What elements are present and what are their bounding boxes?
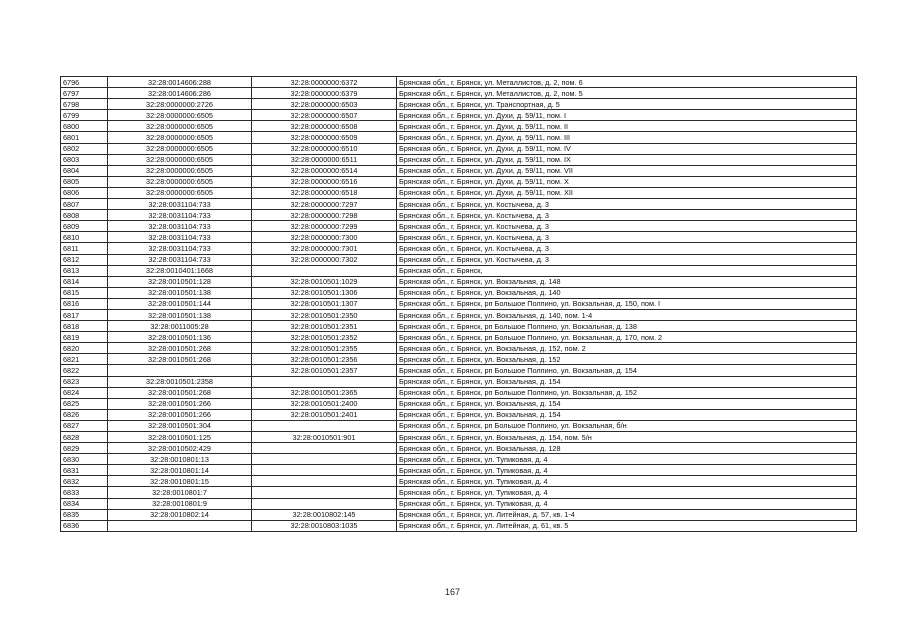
- address-cell: Брянская обл., г. Брянск, ул. Вокзальная, д. 152: [397, 354, 857, 365]
- address-cell: Брянская обл., г. Брянск, ул. Костычева, д. 3: [397, 243, 857, 254]
- cadastral-number-cell: 32:28:0000000:6505: [108, 132, 252, 143]
- row-number-cell: 6835: [61, 509, 108, 520]
- address-cell: Брянская обл., г. Брянск, ул. Костычева, д. 3: [397, 199, 857, 210]
- row-number-cell: 6820: [61, 343, 108, 354]
- row-number-cell: 6804: [61, 165, 108, 176]
- parent-cadastral-number-cell: 32:28:0010802:145: [252, 509, 397, 520]
- registry-table-body: [61, 77, 857, 532]
- row-number-cell: 6797: [61, 88, 108, 99]
- address-cell: Брянская обл., г. Брянск, ул. Вокзальная, д. 154: [397, 376, 857, 387]
- parent-cadastral-number-cell: 32:28:0000000:6516: [252, 176, 397, 187]
- table-row: [61, 232, 857, 243]
- row-number-cell: 6809: [61, 221, 108, 232]
- address-cell: Брянская обл., г. Брянск, ул. Вокзальная, д. 154: [397, 398, 857, 409]
- parent-cadastral-number-cell: 32:28:0010501:2365: [252, 387, 397, 398]
- cadastral-number-cell: 32:28:0010501:266: [108, 398, 252, 409]
- address-cell: Брянская обл., г. Брянск, ул. Литейная, д. 57, кв. 1-4: [397, 509, 857, 520]
- table-row: [61, 143, 857, 154]
- row-number-cell: 6815: [61, 287, 108, 298]
- address-cell: Брянская обл., г. Брянск, рп Большое Полпино, ул. Вокзальная, д. 138: [397, 321, 857, 332]
- parent-cadastral-number-cell: [252, 376, 397, 387]
- row-number-cell: 6827: [61, 420, 108, 431]
- cadastral-number-cell: 32:28:0010501:2358: [108, 376, 252, 387]
- parent-cadastral-number-cell: 32:28:0010501:2401: [252, 409, 397, 420]
- row-number-cell: 6811: [61, 243, 108, 254]
- cadastral-number-cell: 32:28:0010501:268: [108, 387, 252, 398]
- cadastral-number-cell: 32:28:0010401:1668: [108, 265, 252, 276]
- row-number-cell: 6798: [61, 99, 108, 110]
- row-number-cell: 6826: [61, 409, 108, 420]
- address-cell: Брянская обл., г. Брянск, ул. Тупиковая, д. 4: [397, 498, 857, 509]
- row-number-cell: 6799: [61, 110, 108, 121]
- cadastral-number-cell: 32:28:0010501:125: [108, 432, 252, 443]
- cadastral-number-cell: 32:28:0010501:144: [108, 298, 252, 309]
- table-row: [61, 221, 857, 232]
- parent-cadastral-number-cell: 32:28:0010501:2356: [252, 354, 397, 365]
- cadastral-number-cell: 32:28:0014606:286: [108, 88, 252, 99]
- parent-cadastral-number-cell: 32:28:0000000:6511: [252, 154, 397, 165]
- table-row: [61, 509, 857, 520]
- address-cell: Брянская обл., г. Брянск, ул. Вокзальная, д. 154: [397, 409, 857, 420]
- registry-table: [60, 76, 857, 532]
- parent-cadastral-number-cell: 32:28:0010803:1035: [252, 520, 397, 531]
- address-cell: Брянская обл., г. Брянск, ул. Духи, д. 59/11, пом. X: [397, 176, 857, 187]
- parent-cadastral-number-cell: 32:28:0010501:1306: [252, 287, 397, 298]
- parent-cadastral-number-cell: 32:28:0010501:2400: [252, 398, 397, 409]
- address-cell: Брянская обл., г. Брянск, ул. Литейная, д. 61, кв. 5: [397, 520, 857, 531]
- row-number-cell: 6821: [61, 354, 108, 365]
- address-cell: Брянская обл., г. Брянск, рп Большое Полпино, ул. Вокзальная, б/н: [397, 420, 857, 431]
- table-row: [61, 487, 857, 498]
- cadastral-number-cell: 32:28:0010501:304: [108, 420, 252, 431]
- parent-cadastral-number-cell: 32:28:0000000:6508: [252, 121, 397, 132]
- table-row: [61, 309, 857, 320]
- address-cell: Брянская обл., г. Брянск, ул. Костычева, д. 3: [397, 254, 857, 265]
- address-cell: Брянская обл., г. Брянск, ул. Костычева, д. 3: [397, 210, 857, 221]
- parent-cadastral-number-cell: 32:28:0000000:7299: [252, 221, 397, 232]
- row-number-cell: 6830: [61, 454, 108, 465]
- cadastral-number-cell: 32:28:0010501:266: [108, 409, 252, 420]
- cadastral-number-cell: 32:28:0031104:733: [108, 254, 252, 265]
- table-row: [61, 199, 857, 210]
- address-cell: Брянская обл., г. Брянск, рп Большое Полпино, ул. Вокзальная, д. 152: [397, 387, 857, 398]
- cadastral-number-cell: [108, 365, 252, 376]
- table-row: [61, 121, 857, 132]
- address-cell: Брянская обл., г. Брянск, ул. Духи, д. 59/11, пом. I: [397, 110, 857, 121]
- cadastral-number-cell: 32:28:0031104:733: [108, 199, 252, 210]
- row-number-cell: 6817: [61, 309, 108, 320]
- row-number-cell: 6806: [61, 187, 108, 198]
- table-row: [61, 443, 857, 454]
- parent-cadastral-number-cell: 32:28:0000000:6514: [252, 165, 397, 176]
- table-row: [61, 132, 857, 143]
- table-row: [61, 77, 857, 88]
- row-number-cell: 6831: [61, 465, 108, 476]
- row-number-cell: 6834: [61, 498, 108, 509]
- cadastral-number-cell: 32:28:0010502:429: [108, 443, 252, 454]
- cadastral-number-cell: 32:28:0000000:6505: [108, 110, 252, 121]
- row-number-cell: 6810: [61, 232, 108, 243]
- address-cell: Брянская обл., г. Брянск, ул. Духи, д. 59/11, пом. VII: [397, 165, 857, 176]
- cadastral-number-cell: 32:28:0000000:6505: [108, 187, 252, 198]
- address-cell: Брянская обл., г. Брянск, ул. Костычева, д. 3: [397, 221, 857, 232]
- address-cell: Брянская обл., г. Брянск, рп Большое Полпино, ул. Вокзальная, д. 170, пом. 2: [397, 332, 857, 343]
- cadastral-number-cell: 32:28:0010501:138: [108, 309, 252, 320]
- address-cell: Брянская обл., г. Брянск, ул. Духи, д. 59/11, пом. III: [397, 132, 857, 143]
- cadastral-number-cell: 32:28:0010801:14: [108, 465, 252, 476]
- table-row: [61, 110, 857, 121]
- table-row: [61, 298, 857, 309]
- cadastral-number-cell: 32:28:0031104:733: [108, 221, 252, 232]
- parent-cadastral-number-cell: [252, 420, 397, 431]
- table-row: [61, 99, 857, 110]
- table-row: [61, 454, 857, 465]
- cadastral-number-cell: 32:28:0031104:733: [108, 210, 252, 221]
- address-cell: Брянская обл., г. Брянск, ул. Тупиковая, д. 4: [397, 465, 857, 476]
- address-cell: Брянская обл., г. Брянск, рп Большое Полпино, ул. Вокзальная, д. 154: [397, 365, 857, 376]
- cadastral-number-cell: 32:28:0000000:2726: [108, 99, 252, 110]
- table-row: [61, 254, 857, 265]
- table-row: [61, 376, 857, 387]
- table-row: [61, 465, 857, 476]
- cadastral-number-cell: 32:28:0010801:9: [108, 498, 252, 509]
- cadastral-number-cell: 32:28:0000000:6505: [108, 143, 252, 154]
- parent-cadastral-number-cell: 32:28:0010501:2357: [252, 365, 397, 376]
- cadastral-number-cell: 32:28:0010801:7: [108, 487, 252, 498]
- cadastral-number-cell: 32:28:0000000:6505: [108, 165, 252, 176]
- parent-cadastral-number-cell: [252, 265, 397, 276]
- row-number-cell: 6825: [61, 398, 108, 409]
- table-row: [61, 176, 857, 187]
- row-number-cell: 6796: [61, 77, 108, 88]
- parent-cadastral-number-cell: 32:28:0000000:7297: [252, 199, 397, 210]
- cadastral-number-cell: 32:28:0010801:15: [108, 476, 252, 487]
- row-number-cell: 6828: [61, 432, 108, 443]
- cadastral-number-cell: 32:28:0000000:6505: [108, 176, 252, 187]
- row-number-cell: 6802: [61, 143, 108, 154]
- table-row: [61, 187, 857, 198]
- cadastral-number-cell: 32:28:0010801:13: [108, 454, 252, 465]
- row-number-cell: 6805: [61, 176, 108, 187]
- cadastral-number-cell: 32:28:0031104:733: [108, 243, 252, 254]
- table-row: [61, 287, 857, 298]
- parent-cadastral-number-cell: [252, 443, 397, 454]
- cadastral-number-cell: 32:28:0031104:733: [108, 232, 252, 243]
- table-row: [61, 387, 857, 398]
- row-number-cell: 6833: [61, 487, 108, 498]
- row-number-cell: 6814: [61, 276, 108, 287]
- parent-cadastral-number-cell: 32:28:0000000:6507: [252, 110, 397, 121]
- table-row: [61, 332, 857, 343]
- parent-cadastral-number-cell: 32:28:0000000:7302: [252, 254, 397, 265]
- row-number-cell: 6807: [61, 199, 108, 210]
- row-number-cell: 6812: [61, 254, 108, 265]
- table-row: [61, 321, 857, 332]
- address-cell: Брянская обл., г. Брянск, ул. Костычева, д. 3: [397, 232, 857, 243]
- row-number-cell: 6832: [61, 476, 108, 487]
- table-row: [61, 354, 857, 365]
- cadastral-number-cell: 32:28:0000000:6505: [108, 121, 252, 132]
- row-number-cell: 6823: [61, 376, 108, 387]
- cadastral-number-cell: 32:28:0014606:288: [108, 77, 252, 88]
- cadastral-number-cell: 32:28:0011005:28: [108, 321, 252, 332]
- table-row: [61, 276, 857, 287]
- address-cell: Брянская обл., г. Брянск, ул. Транспортная, д. 5: [397, 99, 857, 110]
- cadastral-number-cell: [108, 520, 252, 531]
- address-cell: Брянская обл., г. Брянск,: [397, 265, 857, 276]
- row-number-cell: 6803: [61, 154, 108, 165]
- row-number-cell: 6829: [61, 443, 108, 454]
- parent-cadastral-number-cell: 32:28:0010501:1307: [252, 298, 397, 309]
- parent-cadastral-number-cell: 32:28:0000000:6379: [252, 88, 397, 99]
- parent-cadastral-number-cell: 32:28:0000000:6509: [252, 132, 397, 143]
- address-cell: Брянская обл., г. Брянск, ул. Тупиковая, д. 4: [397, 454, 857, 465]
- address-cell: Брянская обл., г. Брянск, ул. Вокзальная, д. 154, пом. 5/н: [397, 432, 857, 443]
- table-row: [61, 409, 857, 420]
- table-row: [61, 265, 857, 276]
- table-row: [61, 343, 857, 354]
- address-cell: Брянская обл., г. Брянск, ул. Вокзальная, д. 128: [397, 443, 857, 454]
- cadastral-number-cell: 32:28:0010501:136: [108, 332, 252, 343]
- page-number: 167: [444, 587, 461, 597]
- address-cell: Брянская обл., г. Брянск, ул. Тупиковая, д. 4: [397, 487, 857, 498]
- parent-cadastral-number-cell: 32:28:0000000:7300: [252, 232, 397, 243]
- parent-cadastral-number-cell: [252, 476, 397, 487]
- table-row: [61, 88, 857, 99]
- parent-cadastral-number-cell: 32:28:0000000:6518: [252, 187, 397, 198]
- cadastral-number-cell: 32:28:0010501:128: [108, 276, 252, 287]
- table-row: [61, 165, 857, 176]
- parent-cadastral-number-cell: 32:28:0000000:7298: [252, 210, 397, 221]
- row-number-cell: 6801: [61, 132, 108, 143]
- address-cell: Брянская обл., г. Брянск, ул. Вокзальная, д. 140: [397, 287, 857, 298]
- table-row: [61, 154, 857, 165]
- address-cell: Брянская обл., г. Брянск, ул. Вокзальная, д. 148: [397, 276, 857, 287]
- row-number-cell: 6819: [61, 332, 108, 343]
- table-row: [61, 243, 857, 254]
- row-number-cell: 6813: [61, 265, 108, 276]
- parent-cadastral-number-cell: 32:28:0010501:2351: [252, 321, 397, 332]
- parent-cadastral-number-cell: 32:28:0010501:1029: [252, 276, 397, 287]
- row-number-cell: 6818: [61, 321, 108, 332]
- address-cell: Брянская обл., г. Брянск, ул. Тупиковая, д. 4: [397, 476, 857, 487]
- row-number-cell: 6822: [61, 365, 108, 376]
- row-number-cell: 6808: [61, 210, 108, 221]
- table-row: [61, 520, 857, 531]
- parent-cadastral-number-cell: 32:28:0000000:6372: [252, 77, 397, 88]
- parent-cadastral-number-cell: [252, 454, 397, 465]
- parent-cadastral-number-cell: 32:28:0000000:6510: [252, 143, 397, 154]
- parent-cadastral-number-cell: [252, 498, 397, 509]
- cadastral-number-cell: 32:28:0010501:138: [108, 287, 252, 298]
- parent-cadastral-number-cell: 32:28:0000000:7301: [252, 243, 397, 254]
- cadastral-number-cell: 32:28:0000000:6505: [108, 154, 252, 165]
- table-row: [61, 365, 857, 376]
- address-cell: Брянская обл., г. Брянск, ул. Духи, д. 59/11, пом. IX: [397, 154, 857, 165]
- table-row: [61, 398, 857, 409]
- table-row: [61, 420, 857, 431]
- cadastral-number-cell: 32:28:0010802:14: [108, 509, 252, 520]
- parent-cadastral-number-cell: 32:28:0010501:901: [252, 432, 397, 443]
- parent-cadastral-number-cell: 32:28:0000000:6503: [252, 99, 397, 110]
- parent-cadastral-number-cell: 32:28:0010501:2355: [252, 343, 397, 354]
- address-cell: Брянская обл., г. Брянск, ул. Духи, д. 59/11, пом. XII: [397, 187, 857, 198]
- row-number-cell: 6836: [61, 520, 108, 531]
- cadastral-number-cell: 32:28:0010501:268: [108, 343, 252, 354]
- table-row: [61, 498, 857, 509]
- address-cell: Брянская обл., г. Брянск, ул. Вокзальная, д. 152, пом. 2: [397, 343, 857, 354]
- row-number-cell: 6824: [61, 387, 108, 398]
- address-cell: Брянская обл., г. Брянск, ул. Духи, д. 59/11, пом. II: [397, 121, 857, 132]
- address-cell: Брянская обл., г. Брянск, рп Большое Полпино, ул. Вокзальная, д. 150, пом. I: [397, 298, 857, 309]
- address-cell: Брянская обл., г. Брянск, ул. Металлистов, д. 2, пом. 5: [397, 88, 857, 99]
- row-number-cell: 6800: [61, 121, 108, 132]
- table-row: [61, 210, 857, 221]
- parent-cadastral-number-cell: 32:28:0010501:2352: [252, 332, 397, 343]
- parent-cadastral-number-cell: 32:28:0010501:2350: [252, 309, 397, 320]
- cadastral-number-cell: 32:28:0010501:268: [108, 354, 252, 365]
- address-cell: Брянская обл., г. Брянск, ул. Вокзальная, д. 140, пом. 1-4: [397, 309, 857, 320]
- table-row: [61, 476, 857, 487]
- parent-cadastral-number-cell: [252, 465, 397, 476]
- address-cell: Брянская обл., г. Брянск, ул. Духи, д. 59/11, пом. IV: [397, 143, 857, 154]
- table-row: [61, 432, 857, 443]
- row-number-cell: 6816: [61, 298, 108, 309]
- parent-cadastral-number-cell: [252, 487, 397, 498]
- address-cell: Брянская обл., г. Брянск, ул. Металлистов, д. 2, пом. 6: [397, 77, 857, 88]
